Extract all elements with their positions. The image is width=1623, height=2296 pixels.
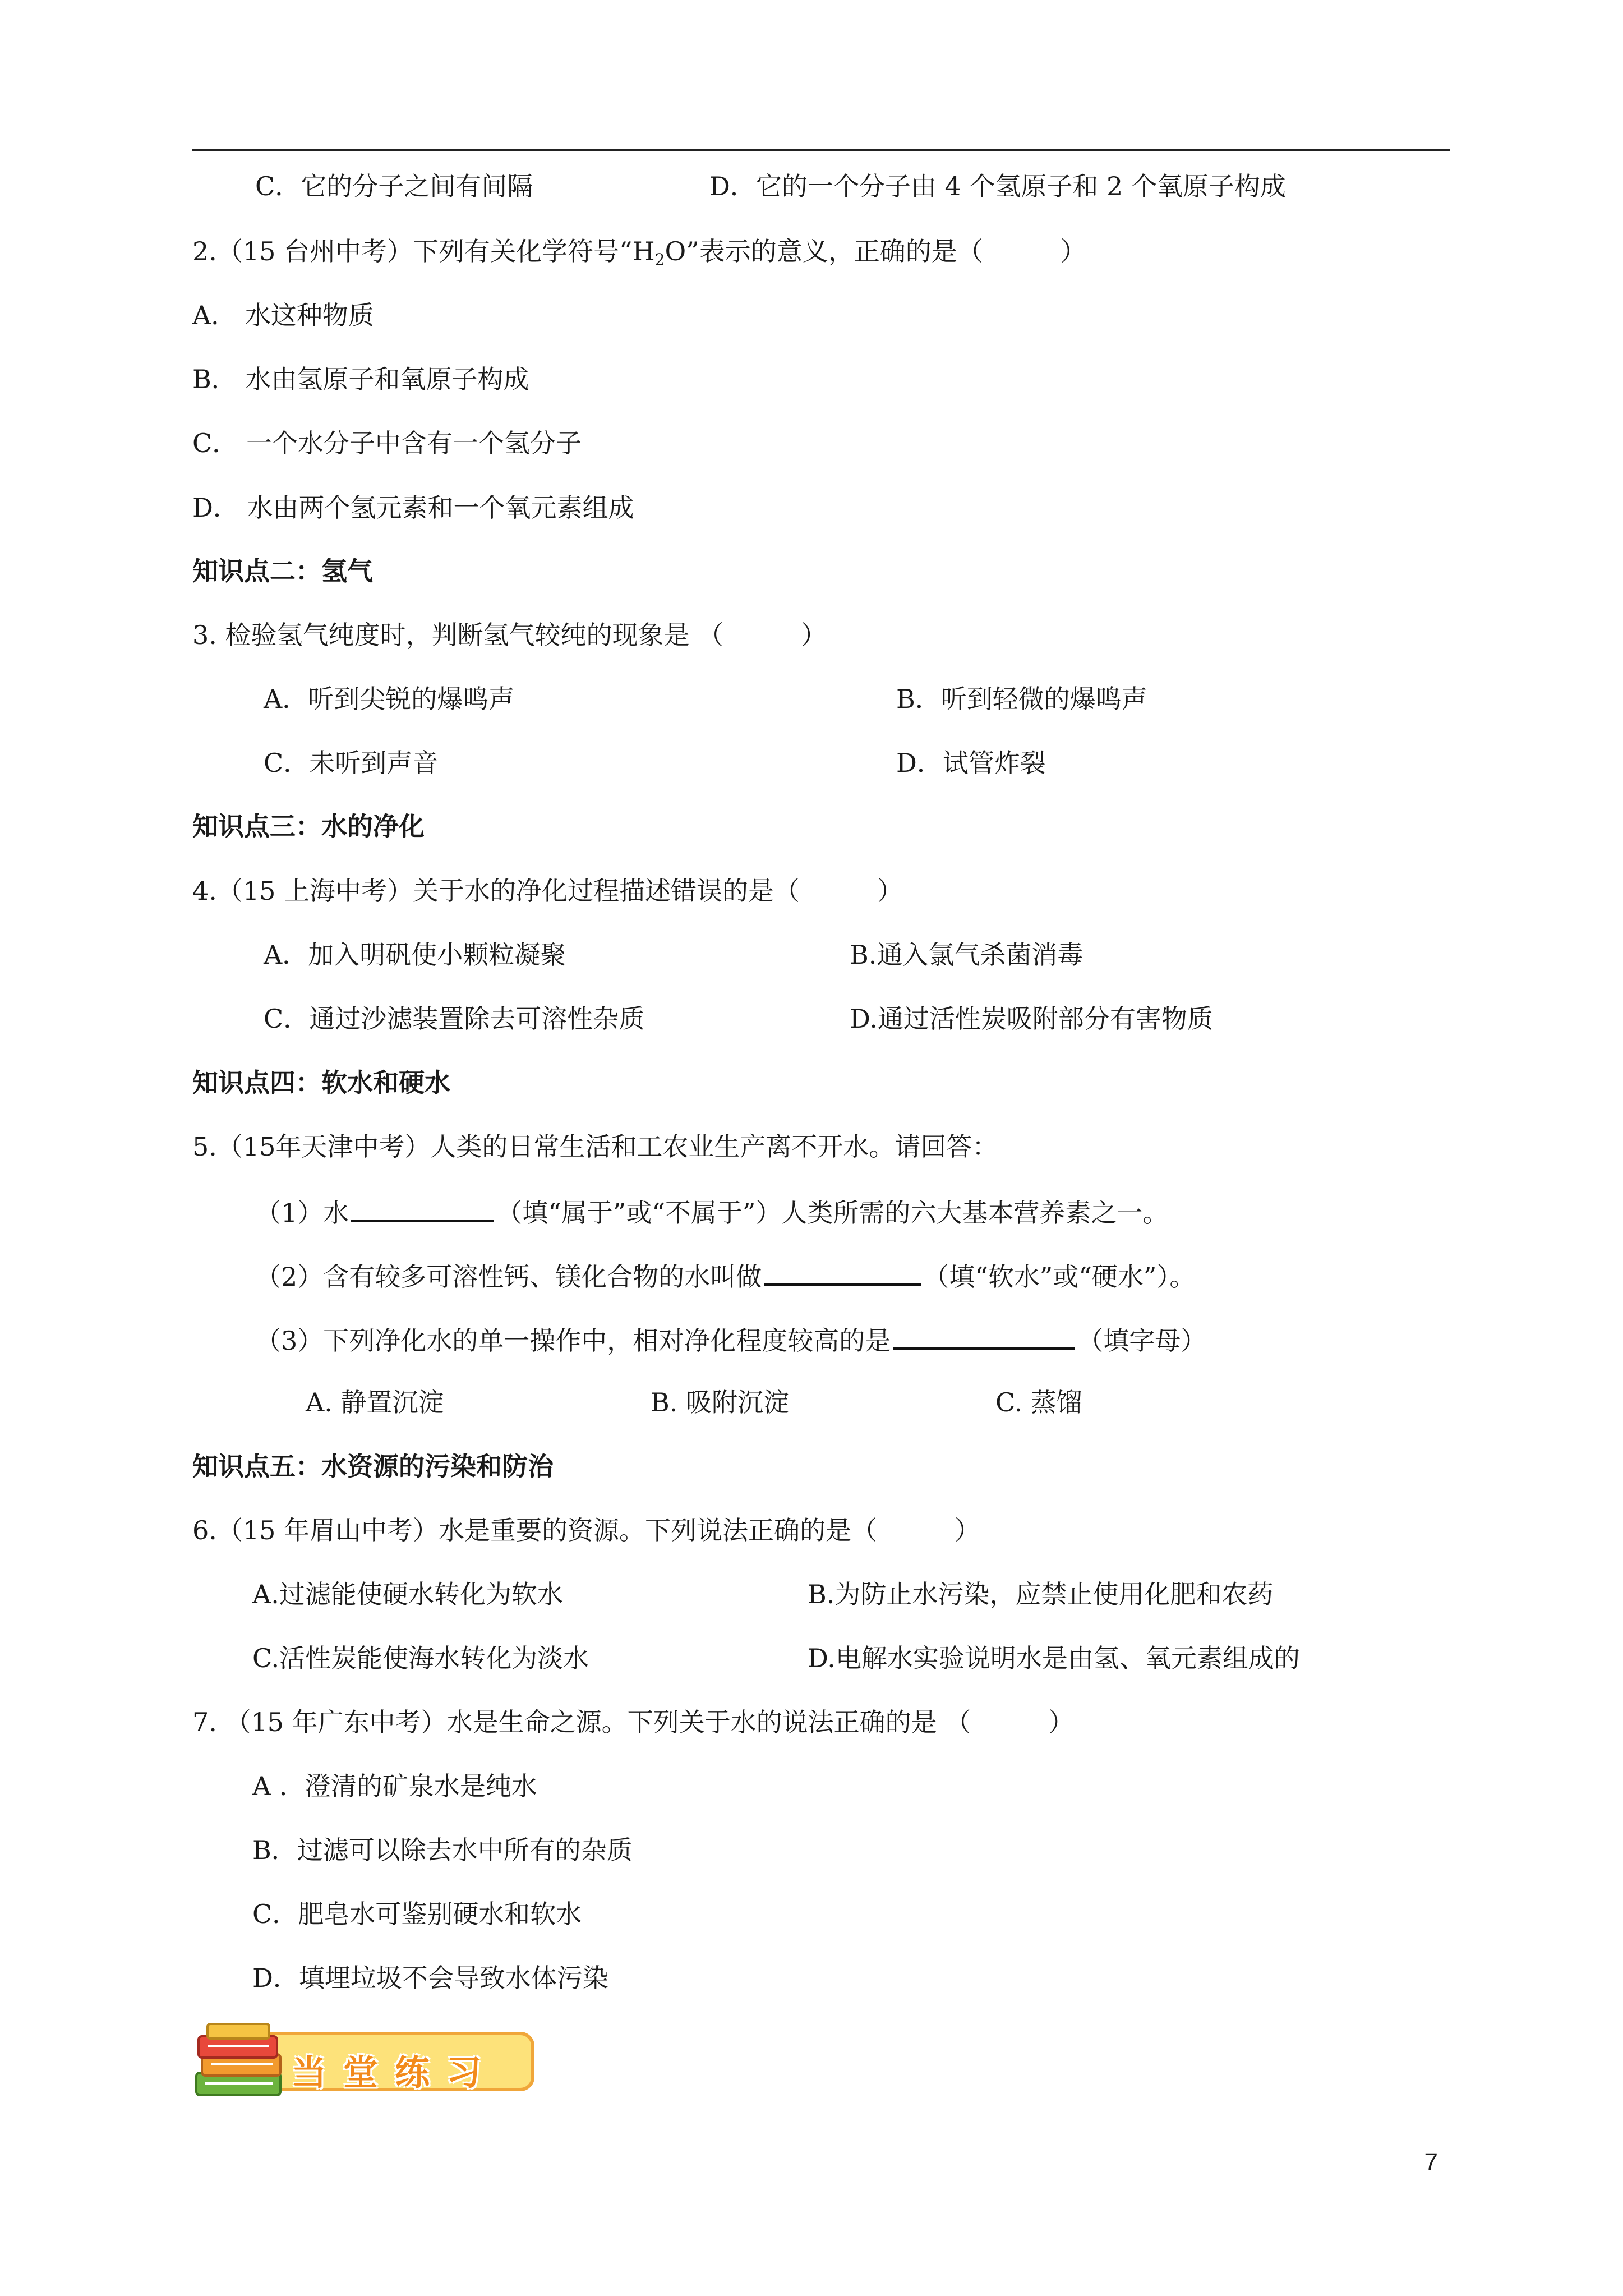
q3-option-b: B．听到轻微的爆鸣声	[896, 684, 1147, 714]
q2-option-b: B． 水由氢原子和氧原子构成	[192, 364, 529, 394]
q5-part-1-text-b: （填“属于”或“不属于”）人类所需的六大基本营养素之一。	[496, 1198, 1169, 1228]
q5-option-b: B. 吸附沉淀	[651, 1387, 790, 1418]
question-3-stem: 3. 检验氢气纯度时，判断氢气较纯的现象是 （ ）	[192, 620, 827, 650]
q5-part-2-text-b: （填“软水”或“硬水”）。	[923, 1262, 1196, 1292]
q5-part-3-text-b: （填字母）	[1077, 1326, 1207, 1356]
q6-option-d: D.电解水实验说明水是由氢、氧元素组成的	[808, 1643, 1300, 1673]
section-heading-purification: 知识点三：水的净化	[192, 811, 425, 841]
q5-option-c: C. 蒸馏	[995, 1387, 1082, 1418]
q3-option-a: A．听到尖锐的爆鸣声	[264, 684, 515, 714]
question-5-stem: 5.（15年天津中考）人类的日常生活和工农业生产离不开水。请回答：	[192, 1131, 998, 1162]
page-number: 7	[1424, 2148, 1438, 2176]
q4-option-d: D.通过活性炭吸附部分有害物质	[850, 1004, 1213, 1034]
q5-part-1-blank[interactable]	[351, 1194, 494, 1222]
q5-part-2-text-a: （2）含有较多可溶性钙、镁化合物的水叫做	[255, 1262, 762, 1292]
option-c: C．它的分子之间有间隔	[255, 171, 533, 201]
question-4-stem: 4.（15 上海中考）关于水的净化过程描述错误的是（ ）	[192, 876, 903, 906]
q4-option-c: C．通过沙滤装置除去可溶性杂质	[264, 1004, 645, 1034]
q5-option-a: A. 静置沉淀	[306, 1387, 444, 1418]
q7-option-c: C．肥皂水可鉴别硬水和软水	[252, 1899, 582, 1929]
section-heading-soft-hard-water: 知识点四：软水和硬水	[192, 1068, 450, 1098]
section-heading-pollution: 知识点五：水资源的污染和防治	[192, 1451, 554, 1481]
question-7-stem: 7. （15 年广东中考）水是生命之源。下列关于水的说法正确的是 （ ）	[192, 1707, 1075, 1737]
q7-option-a: A ．澄清的矿泉水是纯水	[252, 1771, 537, 1801]
q5-part-1-text-a: （1）水	[255, 1198, 349, 1228]
q2-stem-part1: 2.（15 台州中考）下列有关化学符号“H	[192, 236, 655, 266]
q3-option-d: D．试管炸裂	[896, 748, 1046, 778]
q2-stem-part2: O”表示的意义，正确的是（ ）	[665, 236, 1086, 266]
books-icon	[196, 2024, 280, 2095]
q6-option-a: A.过滤能使硬水转化为软水	[252, 1579, 563, 1609]
q5-part-2-blank[interactable]	[764, 1258, 921, 1286]
q2-option-d: D． 水由两个氢元素和一个氧元素组成	[192, 493, 634, 523]
q5-part-3	[255, 1322, 1206, 1358]
q4-option-b: B.通入氯气杀菌消毒	[850, 940, 1083, 970]
q2-stem-subscript: 2	[654, 250, 665, 269]
q6-option-c: C.活性炭能使海水转化为淡水	[252, 1643, 589, 1673]
header-rule	[192, 149, 1450, 151]
question-2-stem	[192, 234, 1086, 277]
section-heading-hydrogen: 知识点二：氢气	[192, 556, 373, 586]
q2-option-a: A． 水这种物质	[192, 300, 374, 330]
q6-option-b: B.为防止水污染，应禁止使用化肥和农药	[808, 1579, 1274, 1609]
practice-banner-title: 当堂练习	[292, 2052, 499, 2093]
q4-option-a: A．加入明矾使小颗粒凝聚	[264, 940, 566, 970]
q2-option-c: C． 一个水分子中含有一个氢分子	[192, 428, 582, 458]
q7-option-b: B．过滤可以除去水中所有的杂质	[252, 1835, 633, 1865]
q3-option-c: C．未听到声音	[264, 748, 439, 778]
q7-option-d: D．填埋垃圾不会导致水体污染	[252, 1963, 608, 1993]
q5-part-1	[255, 1194, 1168, 1230]
question-6-stem: 6.（15 年眉山中考）水是重要的资源。下列说法正确的是（ ）	[192, 1515, 981, 1545]
q5-part-3-blank[interactable]	[893, 1322, 1075, 1350]
q5-part-3-text-a: （3）下列净化水的单一操作中，相对净化程度较高的是	[255, 1326, 891, 1356]
option-d: D．它的一个分子由 4 个氢原子和 2 个氧原子构成	[709, 171, 1286, 201]
q5-part-2	[255, 1258, 1195, 1294]
